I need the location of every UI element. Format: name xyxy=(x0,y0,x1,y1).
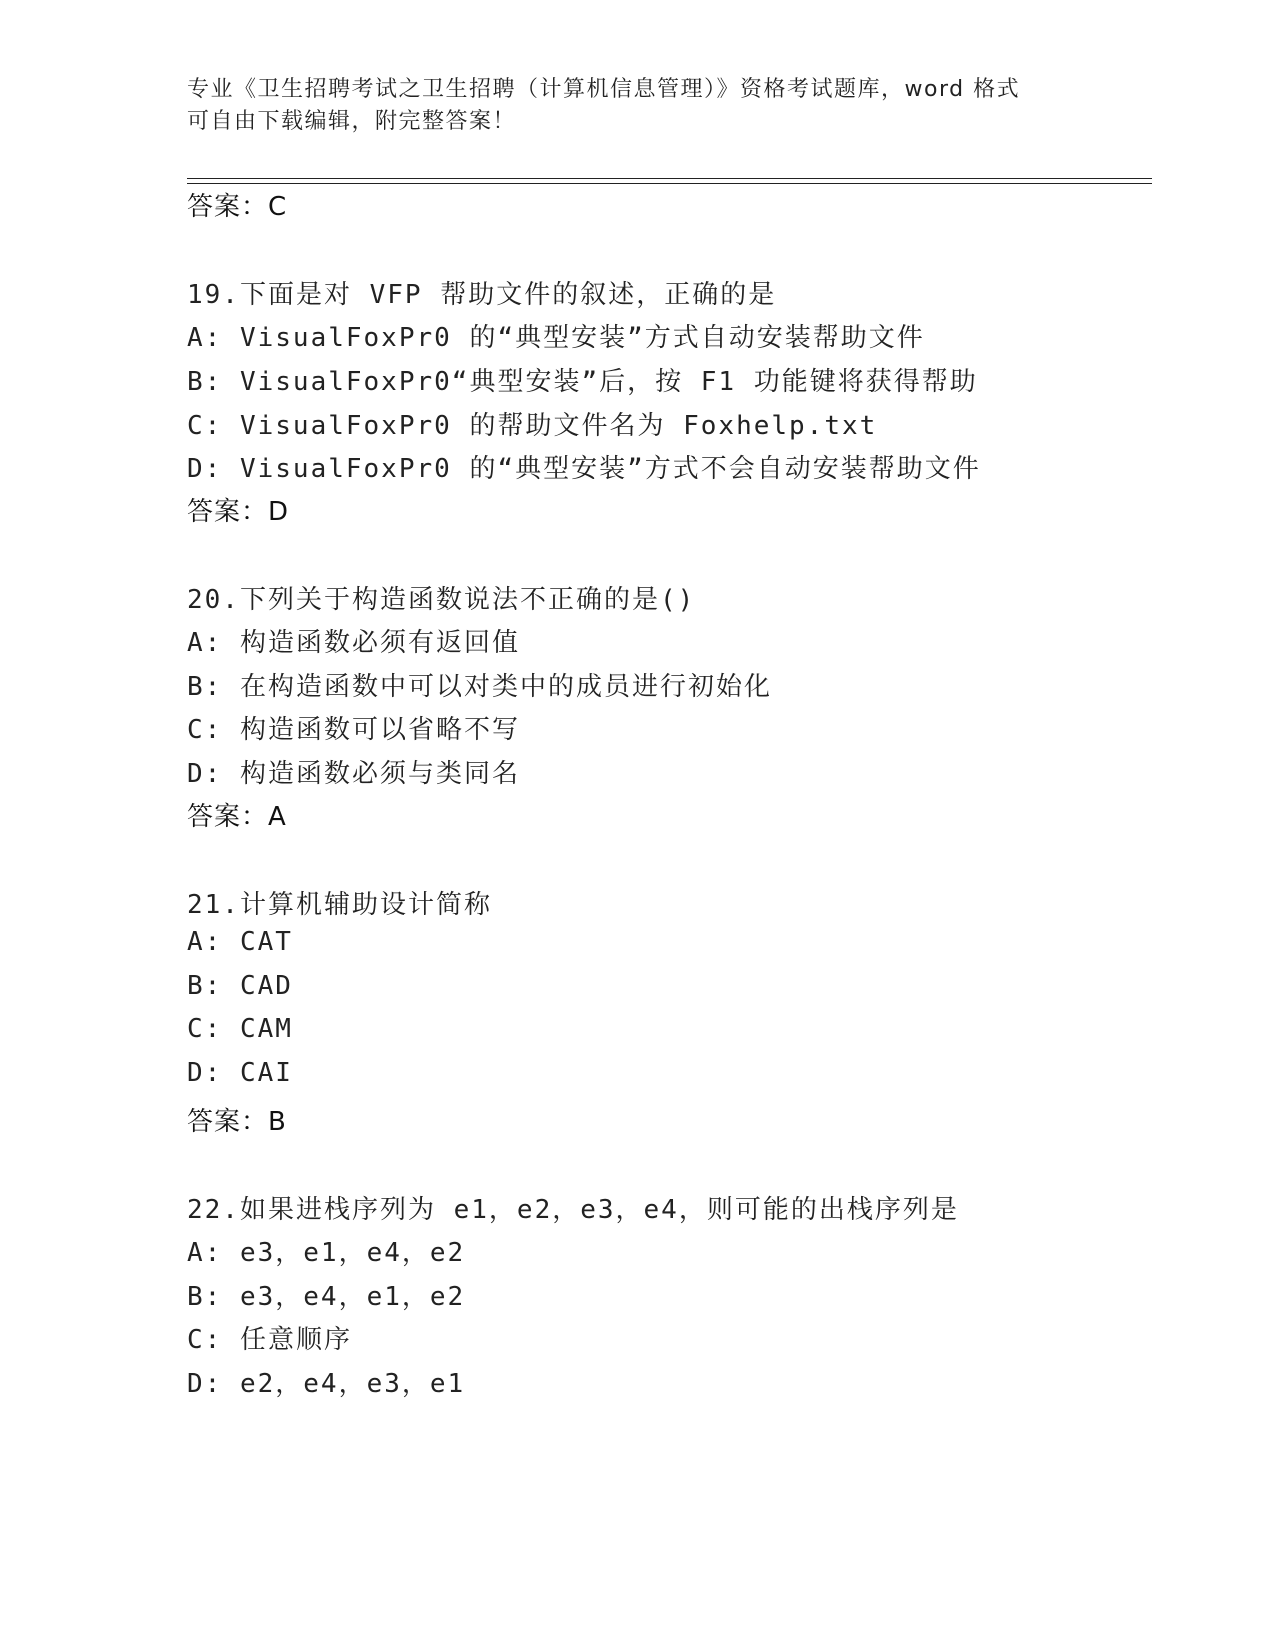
document-header xyxy=(187,74,1087,138)
option-c: C: VisualFoxPr0 的帮助文件名为 Foxhelp.txt xyxy=(187,411,878,441)
question-title: 20.下列关于构造函数说法不正确的是() xyxy=(187,585,696,615)
header-line-2: 可自由下载编辑，附完整答案！ xyxy=(187,109,517,134)
question-title: 21.计算机辅助设计简称 xyxy=(187,890,492,920)
answer-label: 答案：C xyxy=(187,192,288,222)
option-b: B: CAD xyxy=(187,971,293,1001)
option-b: B: e3，e4，e1，e2 xyxy=(187,1282,466,1312)
answer-label: 答案：D xyxy=(187,497,290,527)
option-c: C: 任意顺序 xyxy=(187,1325,352,1355)
option-d: D: e2，e4，e3，e1 xyxy=(187,1369,466,1399)
answer-label: 答案：A xyxy=(187,802,287,832)
option-d: D: 构造函数必须与类同名 xyxy=(187,759,520,789)
question-title: 22.如果进栈序列为 e1，e2，e3，e4，则可能的出栈序列是 xyxy=(187,1195,959,1225)
option-c: C: 构造函数可以省略不写 xyxy=(187,715,520,745)
option-a: A: CAT xyxy=(187,927,293,957)
question-title: 19.下面是对 VFP 帮助文件的叙述，正确的是 xyxy=(187,280,777,310)
option-b: B: VisualFoxPr0“典型安装”后，按 F1 功能键将获得帮助 xyxy=(187,367,978,397)
option-a: A: 构造函数必须有返回值 xyxy=(187,628,520,658)
option-c: C: CAM xyxy=(187,1014,293,1044)
option-a: A: e3，e1，e4，e2 xyxy=(187,1238,466,1268)
header-divider-top xyxy=(187,178,1152,179)
option-d: D: VisualFoxPr0 的“典型安装”方式不会自动安装帮助文件 xyxy=(187,454,981,484)
answer-label: 答案：B xyxy=(187,1107,287,1137)
option-b: B: 在构造函数中可以对类中的成员进行初始化 xyxy=(187,672,772,702)
option-a: A: VisualFoxPr0 的“典型安装”方式自动安装帮助文件 xyxy=(187,323,925,353)
header-divider-bottom xyxy=(187,183,1152,184)
option-d: D: CAI xyxy=(187,1058,293,1088)
header-line-1: 专业《卫生招聘考试之卫生招聘（计算机信息管理）》资格考试题库，word 格式 xyxy=(187,77,1021,102)
